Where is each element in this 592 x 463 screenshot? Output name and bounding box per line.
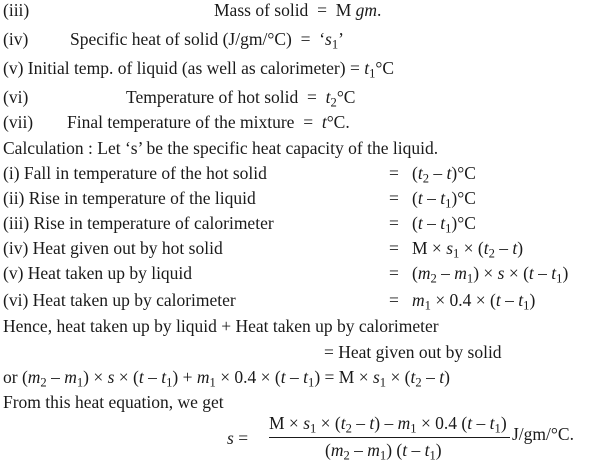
formula-denominator: $(m_2 - m_1)$ $(t - t_1)$ xyxy=(325,440,442,463)
given-label: Temperature of hot solid xyxy=(126,87,299,107)
calc-row-label: Fall in temperature of the hot solid xyxy=(23,163,267,183)
given-specific-heat-solid: Specific heat of solid $(J/gm/^\circ C) = ‘s_1$’ xyxy=(70,29,344,52)
given-mass-of-solid: Mass of solid = M gm. xyxy=(214,0,382,20)
hence-line: Hence, heat taken up by liquid + Heat taken up by calorimeter xyxy=(3,316,439,336)
calc-row-fall-temperature xyxy=(3,165,267,183)
calc-row-number: (iv) xyxy=(3,238,29,258)
calculation-intro: Calculation : Let ‘s’ be the specific heat capacity of the liquid. xyxy=(3,138,439,158)
calc-row-number: (iii) xyxy=(3,213,30,233)
given-final-temperature: Final temperature of the mixture = t°C. xyxy=(67,112,350,132)
calc-row-label: Heat taken up by liquid xyxy=(27,263,193,283)
hence-result: = Heat given out by solid xyxy=(324,342,502,362)
given-initial-temperature: (v) Initial temp. of liquid (as well as calorimeter) = $t_1^\circ C$ xyxy=(3,58,395,81)
calc-row-label: Heat taken up by calorimeter xyxy=(32,290,236,310)
given-value: M gm. xyxy=(335,0,382,20)
calc-row-rise-liquid xyxy=(3,190,256,208)
given-label: Mass of solid xyxy=(214,0,309,20)
calc-row-label: Heat given out by hot solid xyxy=(32,238,223,258)
fraction-bar xyxy=(269,437,510,438)
item-number: (iv) xyxy=(3,29,29,49)
calc-row-heat-liquid xyxy=(3,265,192,283)
given-label: Final temperature of the mixture xyxy=(67,112,295,132)
calc-row-number: (vi) xyxy=(3,290,29,310)
calc-row-number: (ii) xyxy=(3,188,25,208)
item-number: (vii) xyxy=(3,112,34,132)
calc-row-number: (i) xyxy=(3,163,20,183)
given-value: ‘$s_1$’ xyxy=(319,29,344,52)
calc-row-value: = $(t_2 - t)^\circ C$ xyxy=(389,163,476,186)
given-label: Specific heat of solid (J/gm/°C) xyxy=(70,29,292,49)
from-line: From this heat equation, we get xyxy=(3,392,224,412)
calc-row-label: Rise in temperature of the liquid xyxy=(28,188,256,208)
calc-row-value: = $(t - t_1)^\circ C$ xyxy=(389,213,476,236)
item-number: (iii) xyxy=(3,0,30,20)
calc-row-value: = $(t - t_1)^\circ C$ xyxy=(389,188,476,211)
given-temperature-hot-solid: Temperature of hot solid = $t_2^\circ C$ xyxy=(126,87,356,110)
formula-numerator: $M \times s_1 \times (t_2 - t) - m_1 \times 0.4$ $(t - t_1)$ xyxy=(269,413,507,436)
given-value: $t_2^\circ C$ xyxy=(325,87,356,110)
calc-row-value: = $M \times s_1 \times (t_2 - t)$ xyxy=(389,238,524,261)
calc-row-rise-calorimeter xyxy=(3,215,274,233)
calc-row-number: (v) xyxy=(3,263,24,283)
given-value: t°C. xyxy=(321,112,350,132)
calc-row-value: = $m_1 \times 0.4 \times (t - t_1)$ xyxy=(389,290,536,313)
formula-unit: J/gm/°C. xyxy=(512,424,574,444)
formula-lhs: s = xyxy=(227,428,249,448)
calc-row-label: Rise in temperature of calorimeter xyxy=(33,213,274,233)
item-number: (vi) xyxy=(3,87,29,107)
heat-equation: or $(m_2 - m_1) \times s \times (t - t_1) + m_1 \times 0.4 \times (t - t_1) = M \times s_1 \times (t_2 - t)$ xyxy=(3,367,450,390)
calc-row-value: = $(m_2 - m_1) \times s \times (t - t_1)$ xyxy=(389,263,569,286)
calc-row-heat-calorimeter xyxy=(3,292,236,310)
calc-row-heat-given-out xyxy=(3,240,223,258)
